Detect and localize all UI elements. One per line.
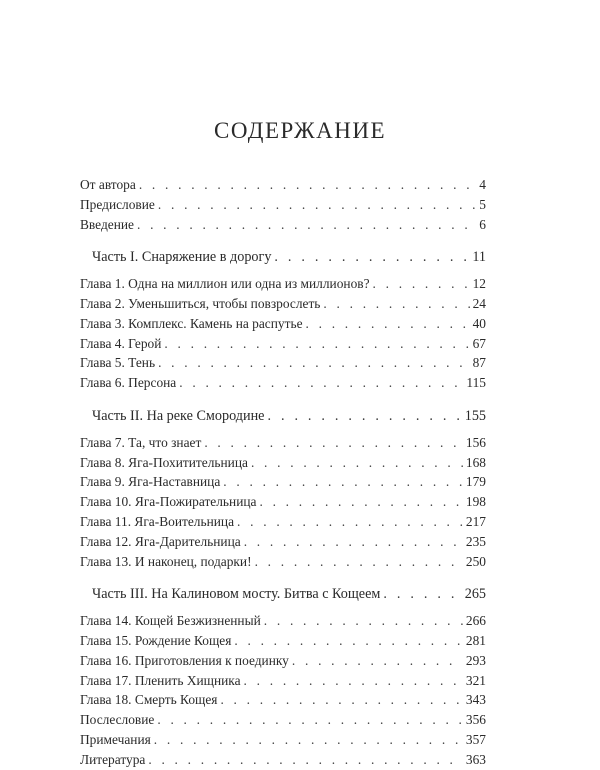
toc-dot-leader — [251, 453, 463, 473]
toc-entry-title: Глава 15. Рождение Кощея — [80, 632, 232, 648]
toc-dot-leader — [244, 532, 463, 552]
toc-entry-row — [80, 472, 486, 492]
toc-dot-leader — [323, 294, 469, 314]
toc-page-number: 115 — [466, 375, 486, 391]
toc-dot-leader — [237, 512, 463, 532]
toc-entry-title: Глава 6. Персона — [80, 375, 177, 391]
toc-dot-leader — [274, 248, 469, 268]
toc-entry-title: Глава 4. Герой — [80, 335, 162, 351]
toc-entry-title: Глава 9. Яга-Наставница — [80, 474, 221, 490]
toc-entry-title: Глава 2. Уменьшиться, чтобы повзрослеть — [80, 295, 321, 311]
toc-entry-row — [80, 651, 486, 671]
toc-entry-row — [80, 373, 486, 393]
toc-entry-row — [80, 334, 486, 354]
toc-entry-title: Глава 7. Та, что знает — [80, 434, 202, 450]
toc-page-number: 156 — [465, 434, 486, 450]
toc-dot-leader — [373, 274, 470, 294]
toc-entry-row — [80, 453, 486, 473]
toc-entry-row — [80, 353, 486, 373]
toc-entry-row — [80, 492, 486, 512]
toc-entry-title: Глава 5. Тень — [80, 355, 156, 371]
toc-page-number: 293 — [465, 652, 486, 668]
toc-dot-leader — [292, 651, 463, 671]
toc-entry-row — [80, 314, 486, 334]
toc-page-number: 363 — [465, 751, 486, 767]
page-title: СОДЕРЖАНИЕ — [213, 118, 386, 143]
toc-page-number: 179 — [465, 474, 486, 490]
toc-entry-title: Глава 14. Кощей Безжизненный — [80, 613, 261, 629]
toc-page-number: 4 — [479, 177, 486, 192]
toc-entry-row — [80, 690, 486, 710]
toc-entry-row — [80, 195, 486, 215]
toc-entry-row — [80, 671, 486, 691]
toc-entry-row — [80, 294, 486, 314]
toc-dot-leader — [204, 433, 463, 453]
toc-dot-leader — [255, 552, 463, 572]
toc-page-number: 40 — [472, 315, 486, 331]
toc-page-number: 5 — [479, 196, 486, 212]
toc-entry-title: Предисловие — [80, 196, 155, 212]
toc-dot-leader — [158, 353, 470, 373]
toc-page-number: 235 — [465, 533, 486, 549]
toc-dot-leader — [154, 730, 463, 750]
toc-page-number: 87 — [472, 355, 486, 371]
toc-entry-title: Глава 11. Яга-Воительница — [80, 513, 235, 529]
toc-dot-leader — [223, 472, 463, 492]
toc-entry-row — [80, 710, 486, 730]
table-of-contents — [80, 175, 486, 770]
toc-page-number: 155 — [464, 407, 486, 424]
toc-page-number: 67 — [472, 335, 486, 351]
toc-page-number: 198 — [465, 494, 486, 510]
toc-page-number: 217 — [465, 513, 486, 529]
toc-dot-leader — [164, 334, 469, 354]
toc-dot-leader — [157, 710, 463, 730]
toc-part-title: Часть III. На Калиновом мосту. Битва с Кощеем — [92, 586, 381, 603]
toc-dot-leader — [139, 175, 476, 195]
toc-entry-row — [80, 611, 486, 631]
toc-page-number: 168 — [465, 454, 486, 470]
toc-page-number: 266 — [465, 613, 486, 629]
toc-page-number: 265 — [464, 586, 486, 603]
toc-dot-leader — [259, 492, 462, 512]
toc-part-row — [80, 407, 486, 427]
toc-page-number: 321 — [465, 672, 486, 688]
toc-dot-leader — [234, 631, 463, 651]
toc-entry-title: Глава 1. Одна на миллион или одна из миллионов? — [80, 276, 370, 292]
toc-dot-leader — [267, 407, 461, 427]
toc-dot-leader — [244, 671, 463, 691]
toc-entry-title: Глава 17. Пленить Хищника — [80, 672, 241, 688]
toc-dot-leader — [158, 195, 476, 215]
toc-part-row — [80, 585, 486, 605]
toc-entry-row — [80, 175, 486, 195]
toc-entry-title: Послесловие — [80, 712, 155, 728]
toc-entry-title: Глава 10. Яга-Пожирательница — [80, 494, 257, 510]
toc-dot-leader — [264, 611, 463, 631]
toc-page-number: 343 — [465, 692, 486, 708]
toc-entry-title: От автора — [80, 177, 136, 192]
toc-entry-row — [80, 730, 486, 750]
toc-part-title: Часть I. Снаряжение в дорогу — [92, 249, 272, 266]
toc-dot-leader — [137, 215, 476, 235]
toc-part-row — [80, 248, 486, 268]
toc-page-number: 281 — [465, 632, 486, 648]
toc-page-number: 24 — [472, 295, 486, 311]
toc-entry-title: Глава 16. Приготовления к поединку — [80, 652, 289, 668]
toc-entry-row — [80, 512, 486, 532]
toc-dot-leader — [220, 690, 462, 710]
toc-part-title: Часть II. На реке Смородине — [92, 407, 265, 424]
toc-page-number: 250 — [465, 553, 486, 569]
toc-entry-row — [80, 215, 486, 235]
toc-entry-row — [80, 750, 486, 770]
toc-entry-row — [80, 552, 486, 572]
toc-dot-leader — [179, 373, 463, 393]
toc-page-number: 356 — [465, 712, 486, 728]
toc-dot-leader — [383, 585, 461, 605]
toc-entry-title: Глава 8. Яга-Похитительница — [80, 454, 248, 470]
toc-entry-row — [80, 532, 486, 552]
toc-entry-title: Литература — [80, 751, 146, 767]
toc-dot-leader — [306, 314, 470, 334]
toc-entry-row — [80, 274, 486, 294]
toc-entry-row — [80, 433, 486, 453]
toc-entry-title: Глава 12. Яга-Дарительница — [80, 533, 241, 549]
toc-entry-title: Глава 18. Смерть Кощея — [80, 692, 218, 708]
toc-entry-title: Глава 3. Комплекс. Камень на распутье — [80, 315, 303, 331]
toc-page-number: 12 — [472, 276, 486, 292]
toc-entry-row — [80, 631, 486, 651]
toc-entry-title: Примечания — [80, 731, 151, 747]
toc-entry-title: Глава 13. И наконец, подарки! — [80, 553, 252, 569]
toc-page-number: 11 — [472, 249, 486, 266]
toc-dot-leader — [148, 750, 463, 770]
toc-page-number: 6 — [479, 216, 486, 232]
toc-page-number: 357 — [465, 731, 486, 747]
toc-entry-title: Введение — [80, 216, 134, 232]
